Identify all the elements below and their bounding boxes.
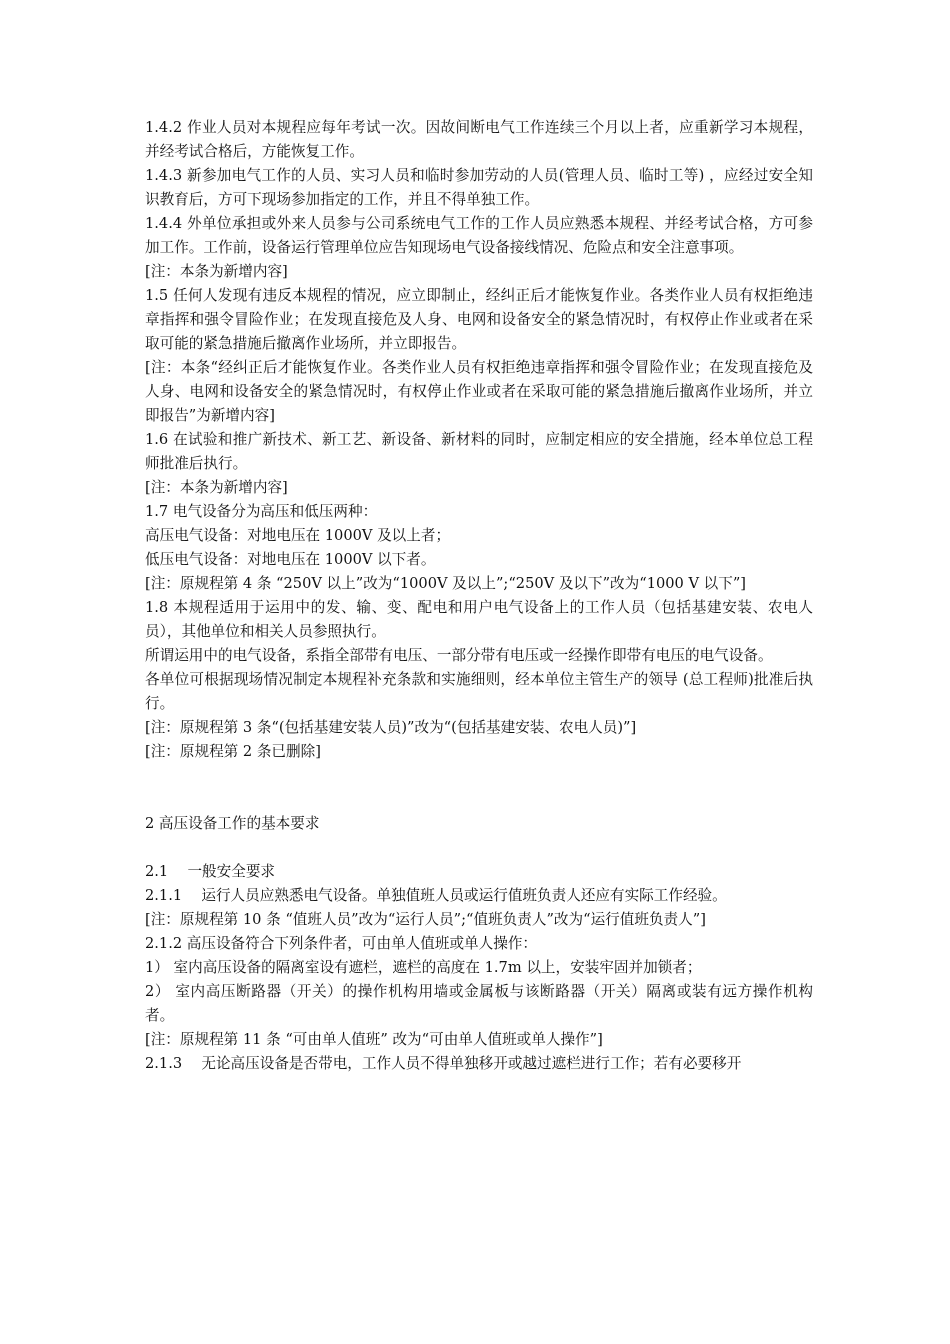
note-rule-2: [注：原规程第 2 条已删除]	[145, 743, 321, 760]
note-new-content: [注：本条为新增内容]	[145, 479, 288, 496]
high-voltage-definition: 高压电气设备：对地电压在 1000V 及以上者；	[145, 527, 451, 544]
condition-1: 1） 室内高压设备的隔离室设有遮栏，遮栏的高度在 1.7m 以上，安装牢固并加锁者；	[145, 959, 702, 976]
condition-2: 2） 室内高压断路器（开关）的操作机构用墙或金属板与该断路器（开关）隔离或装有远方操作机构者。	[145, 983, 813, 1024]
spacer	[145, 764, 813, 788]
supplementary-rules: 各单位可根据现场情况制定本规程补充条款和实施细则，经本单位主管生产的领导 (总工程师)批准后执行。	[145, 671, 813, 712]
paragraph-1-6: 1.6 在试验和推广新技术、新工艺、新设备、新材料的同时，应制定相应的安全措施，经本单位总工程师批准后执行。	[145, 431, 813, 472]
paragraph-1-4-3: 1.4.3 新参加电气工作的人员、实习人员和临时参加劳动的人员(管理人员、临时工等) ，应经过安全知识教育后，方可下现场参加指定的工作，并且不得单独工作。	[145, 167, 813, 208]
spacer	[145, 788, 813, 812]
paragraph-1-8: 1.8 本规程适用于运用中的发、输、变、配电和用户电气设备上的工作人员（包括基建安装、农电人员），其他单位和相关人员参照执行。	[145, 599, 813, 640]
paragraph-2-1: 2.1 一般安全要求	[145, 863, 276, 880]
document-page	[145, 116, 813, 1076]
paragraph-1-7: 1.7 电气设备分为高压和低压两种：	[145, 503, 378, 520]
spacer	[145, 836, 813, 860]
note-rule-3: [注：原规程第 3 条“(包括基建安装人员)”改为“(包括基建安装、农电人员)”]	[145, 719, 637, 736]
note-rule-4: [注：原规程第 4 条 “250V 以上”改为“1000V 及以上”;“250V 及以下”改为“1000 V 以下”]	[145, 575, 747, 592]
paragraph-2-1-2: 2.1.2 高压设备符合下列条件者，可由单人值班或单人操作：	[145, 935, 538, 952]
paragraph-1-5: 1.5 任何人发现有违反本规程的情况，应立即制止，经纠正后才能恢复作业。各类作业人员有权拒绝违章指挥和强令冒险作业；在发现直接危及人身、电网和设备安全的紧急情况时，有权停止作业或者在采取可能的紧急措施后撤离作业场所，并立即报告。	[145, 287, 813, 352]
note-1-5: [注：本条“经纠正后才能恢复作业。各类作业人员有权拒绝违章指挥和强令冒险作业；在发现直接危及人身、电网和设备安全的紧急情况时，有权停止作业或者在采取可能的紧急措施后撤离作业场所，并立即报告”为新增内容]	[145, 359, 813, 424]
in-use-equipment-definition: 所谓运用中的电气设备，系指全部带有电压、一部分带有电压或一经操作即带有电压的电气设备。	[145, 647, 773, 664]
section-heading: 2 高压设备工作的基本要求	[145, 815, 320, 832]
note-new-content: [注：本条为新增内容]	[145, 263, 288, 280]
paragraph-1-4-4: 1.4.4 外单位承担或外来人员参与公司系统电气工作的工作人员应熟悉本规程、并经考试合格，方可参加工作。工作前，设备运行管理单位应告知现场电气设备接线情况、危险点和安全注意事项。	[145, 215, 813, 256]
note-rule-10: [注：原规程第 10 条 “值班人员”改为“运行人员”;“值班负责人”改为“运行值班负责人”]	[145, 911, 706, 928]
note-rule-11: [注：原规程第 11 条 “可由单人值班” 改为“可由单人值班或单人操作”]	[145, 1031, 603, 1048]
paragraph-2-1-3: 2.1.3 无论高压设备是否带电，工作人员不得单独移开或越过遮栏进行工作；若有必要移开	[145, 1055, 742, 1072]
low-voltage-definition: 低压电气设备：对地电压在 1000V 以下者。	[145, 551, 436, 568]
paragraph-2-1-1: 2.1.1 运行人员应熟悉电气设备。单独值班人员或运行值班负责人还应有实际工作经验。	[145, 887, 727, 904]
paragraph-1-4-2: 1.4.2 作业人员对本规程应每年考试一次。因故间断电气工作连续三个月以上者，应重新学习本规程，并经考试合格后，方能恢复工作。	[145, 119, 813, 160]
